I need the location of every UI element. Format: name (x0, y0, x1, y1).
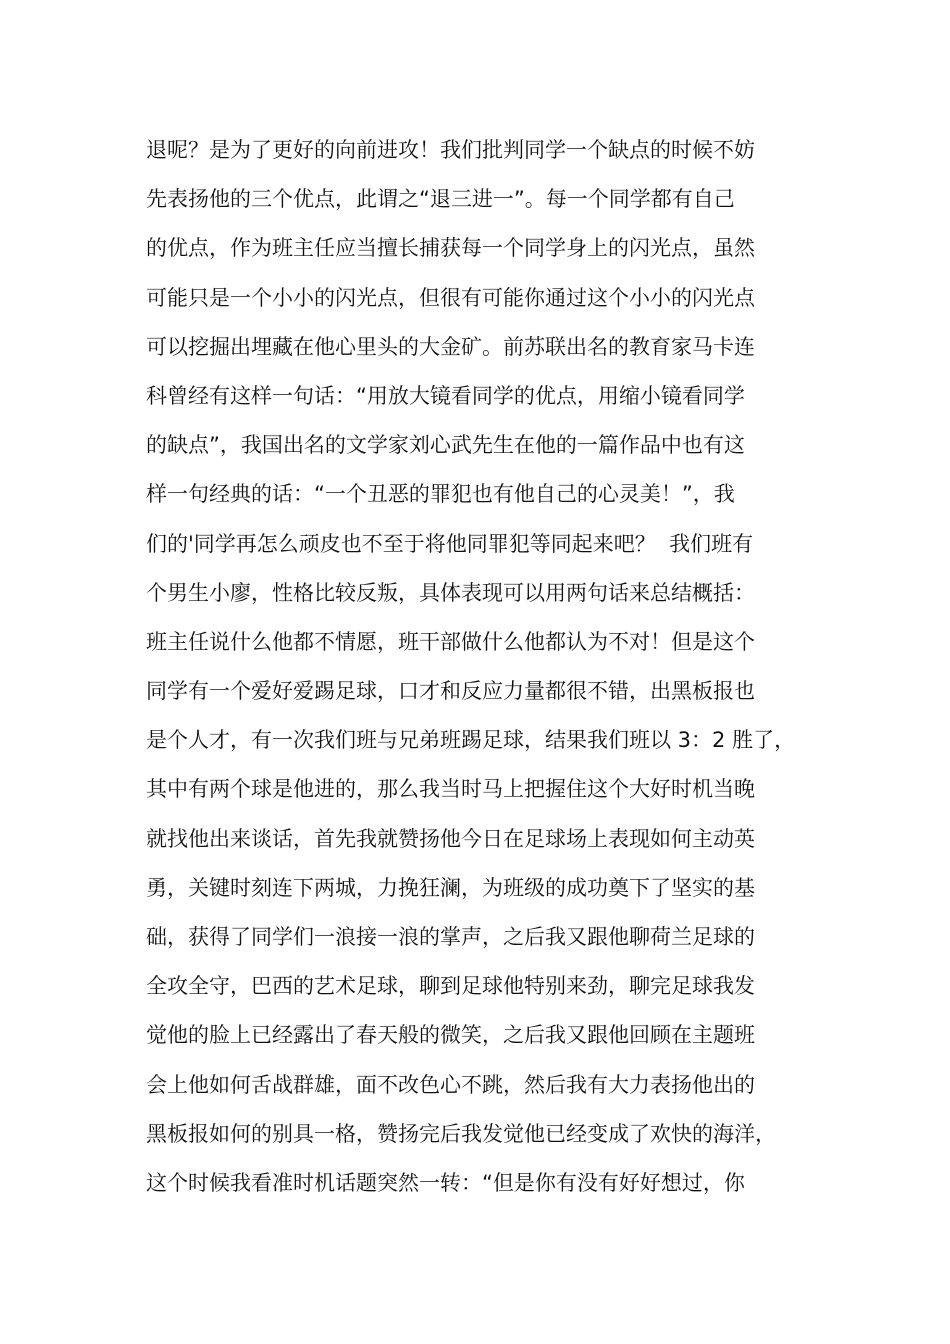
text-line: 的缺点”，我国出名的文学家刘心武先生在他的一篇作品中也有这 (146, 433, 745, 458)
text-line: 会上他如何舌战群雄，面不改色心不跳，然后我有大力表扬他出的 (146, 1072, 755, 1097)
text-line: 是个人才，有一次我们班与兄弟班踢足球，结果我们班以 3：2 胜了， (146, 728, 796, 753)
text-line: 础，获得了同学们一浪接一浪的掌声，之后我又跟他聊荷兰足球的 (146, 925, 755, 949)
text-line: 班主任说什么他都不情愿，班干部做什么他都认为不对！但是这个 (146, 629, 755, 654)
text-line: 个男生小廖，性格比较反叛，具体表现可以用两句话来总结概括： (146, 580, 755, 605)
text-line: 其中有两个球是他进的，那么我当时马上把握住这个大好时机当晚 (146, 777, 755, 802)
text-line: 可以挖掘出埋藏在他心里头的大金矿。前苏联出名的教育家马卡连 (146, 334, 755, 359)
text-line: 这个时候我看准时机话题突然一转：“但是你有没有好好想过，你 (146, 1170, 745, 1195)
text-line: 科曾经有这样一句话：“用放大镜看同学的优点，用缩小镜看同学 (146, 383, 745, 408)
body-text (146, 126, 826, 1208)
text-line: 可能只是一个小小的闪光点，但很有可能你通过这个小小的闪光点 (146, 285, 755, 310)
text-line: 就找他出来谈话，首先我就赞扬他今日在足球场上表现如何主动英 (146, 826, 755, 851)
text-line: 样一句经典的话：“一个丑恶的罪犯也有他自己的心灵美！”，我 (146, 482, 735, 507)
text-line: 觉他的脸上已经露出了春天般的微笑，之后我又跟他回顾在主题班 (146, 1023, 755, 1048)
text-line: 先表扬他的三个优点，此谓之“退三进一”。每一个同学都有自己 (146, 187, 735, 212)
text-line: 的优点，作为班主任应当擅长捕获每一个同学身上的闪光点，虽然 (146, 236, 755, 261)
text-line: 退呢？是为了更好的向前进攻！我们批判同学一个缺点的时候不妨 (146, 138, 755, 162)
text-line: 勇，关键时刻连下两城，力挽狂澜，为班级的成功奠下了坚实的基 (146, 875, 755, 900)
text-line: 同学有一个爱好爱踢足球，口才和反应力量都很不错，出黑板报也 (146, 679, 755, 704)
text-line: 们的'同学再怎么顽皮也不至于将他同罪犯等同起来吧？ 我们班有 (146, 531, 754, 556)
text-line: 全攻全守，巴西的艺术足球，聊到足球他特别来劲，聊完足球我发 (146, 974, 755, 999)
text-line: 黑板报如何的别具一格，赞扬完后我发觉他已经变成了欢快的海洋， (146, 1121, 776, 1146)
